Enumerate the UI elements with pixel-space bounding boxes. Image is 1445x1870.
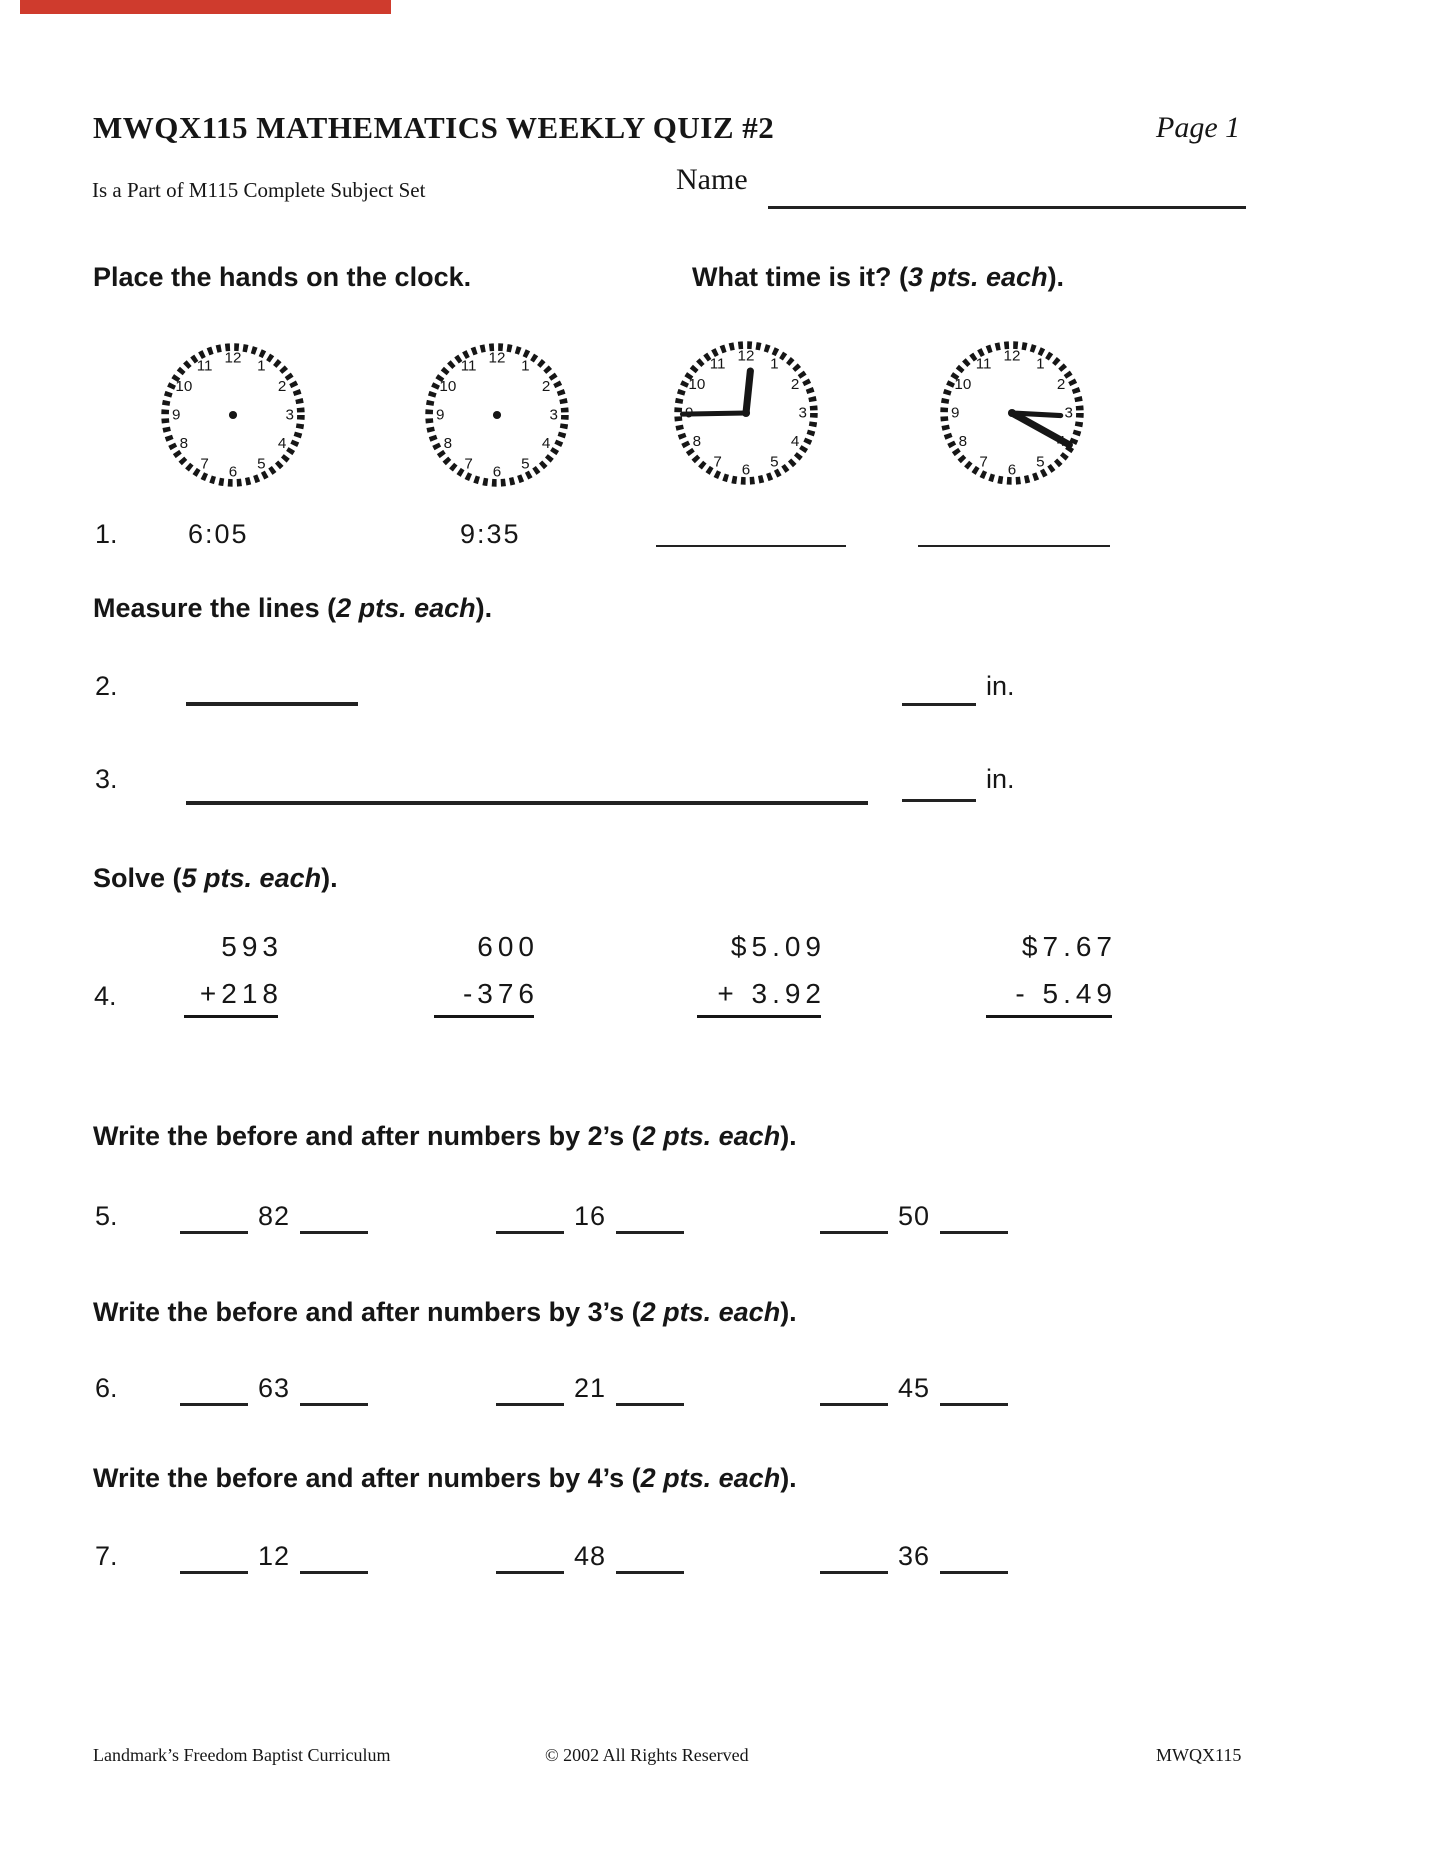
svg-text:4: 4: [277, 434, 287, 452]
math-problem-4: [986, 931, 1117, 1018]
section-text: Write the before and after numbers by 3’s (: [93, 1297, 641, 1327]
after-blank[interactable]: [616, 1369, 684, 1406]
given-number: 63: [258, 1373, 291, 1403]
svg-text:5: 5: [1036, 453, 1045, 471]
footer-copyright: © 2002 All Rights Reserved: [545, 1745, 749, 1765]
item-2-number: 2.: [95, 671, 118, 701]
item-2-answer-blank[interactable]: [902, 703, 976, 706]
section-text: Write the before and after numbers by 2’s (: [93, 1121, 641, 1151]
given-number: 50: [898, 1201, 931, 1231]
svg-text:2: 2: [790, 376, 800, 394]
before-after-group: [496, 1372, 684, 1406]
before-after-group: [820, 1540, 1008, 1574]
given-number: 45: [898, 1373, 931, 1403]
svg-text:3: 3: [798, 404, 807, 422]
item-2-unit: in.: [986, 671, 1015, 701]
svg-text:6: 6: [492, 463, 502, 481]
item-1-time-1: 6:05: [188, 519, 249, 549]
svg-text:9: 9: [436, 406, 445, 424]
svg-text:7: 7: [979, 453, 988, 471]
svg-text:4: 4: [541, 434, 551, 452]
given-number: 82: [258, 1201, 291, 1231]
svg-text:7: 7: [464, 455, 473, 473]
svg-text:1: 1: [257, 357, 266, 375]
before-blank[interactable]: [180, 1537, 248, 1574]
item-6-number: 6.: [95, 1373, 118, 1403]
answer-rule: [697, 1015, 821, 1018]
after-blank[interactable]: [300, 1537, 368, 1574]
svg-text:1: 1: [521, 357, 530, 375]
svg-text:3: 3: [549, 406, 558, 424]
scan-artifact-red-bar: [20, 0, 391, 14]
svg-text:3: 3: [285, 406, 294, 424]
before-blank[interactable]: [820, 1537, 888, 1574]
svg-text:10: 10: [688, 376, 706, 394]
subtrahend: - 5.49: [1015, 978, 1117, 1009]
line-to-measure-2: [186, 801, 868, 805]
before-blank[interactable]: [496, 1369, 564, 1406]
svg-text:11: 11: [460, 357, 477, 375]
svg-text:1: 1: [770, 355, 779, 373]
svg-text:12: 12: [224, 349, 242, 367]
before-after-group: [820, 1372, 1008, 1406]
svg-text:9: 9: [172, 406, 181, 424]
before-after-group: [180, 1540, 368, 1574]
given-number: 36: [898, 1541, 931, 1571]
name-input-line[interactable]: [768, 206, 1246, 209]
section-text: Solve (: [93, 863, 182, 893]
svg-text:2: 2: [1056, 376, 1066, 394]
given-number: 21: [574, 1373, 607, 1403]
section-text: Measure the lines (: [93, 593, 337, 623]
svg-text:8: 8: [958, 432, 968, 450]
answer-rule: [184, 1015, 278, 1018]
item-1-answer-line-2[interactable]: [918, 545, 1110, 547]
section-measure: [93, 594, 492, 622]
svg-text:4: 4: [790, 432, 800, 450]
section-text-after: ).: [780, 1463, 797, 1493]
footer-code: MWQX115: [1156, 1745, 1242, 1765]
svg-text:8: 8: [443, 434, 453, 452]
after-blank[interactable]: [940, 1197, 1008, 1234]
item-7-number: 7.: [95, 1541, 118, 1571]
section-place-hands: [93, 263, 471, 291]
item-1-time-2: 9:35: [460, 519, 521, 549]
after-blank[interactable]: [616, 1197, 684, 1234]
svg-text:2: 2: [277, 378, 287, 396]
svg-text:11: 11: [709, 355, 726, 373]
before-blank[interactable]: [180, 1369, 248, 1406]
before-after-group: [496, 1540, 684, 1574]
section-points: 2 pts. each: [336, 593, 476, 623]
section-text-after: ).: [475, 593, 493, 623]
svg-text:3: 3: [1064, 404, 1073, 422]
svg-text:11: 11: [975, 355, 992, 373]
section-points: 2 pts. each: [640, 1297, 781, 1327]
before-after-group: [496, 1200, 684, 1234]
given-number: 16: [574, 1201, 607, 1231]
quiz-subtitle: Is a Part of M115 Complete Subject Set: [92, 178, 426, 202]
item-3-answer-blank[interactable]: [902, 799, 976, 802]
section-solve: [93, 864, 338, 892]
before-blank[interactable]: [496, 1197, 564, 1234]
section-what-time: [692, 263, 1064, 291]
footer-publisher: Landmark’s Freedom Baptist Curriculum: [93, 1745, 391, 1765]
after-blank[interactable]: [300, 1369, 368, 1406]
svg-text:9: 9: [951, 404, 960, 422]
svg-text:5: 5: [257, 455, 266, 473]
svg-text:12: 12: [488, 349, 506, 367]
minuend: 600: [477, 931, 539, 962]
svg-text:1: 1: [1036, 355, 1045, 373]
item-1-number: 1.: [95, 519, 118, 549]
answer-rule: [434, 1015, 534, 1018]
section-text: Place the hands on the clock.: [93, 262, 472, 292]
item-3-unit: in.: [986, 764, 1015, 794]
minuend: $7.67: [1021, 931, 1117, 962]
section-points: 2 pts. each: [640, 1121, 781, 1151]
svg-text:12: 12: [1003, 347, 1021, 365]
item-3-number: 3.: [95, 764, 118, 794]
addend-bottom: + 3.92: [717, 978, 826, 1009]
before-after-group: [180, 1200, 368, 1234]
addend-top: $5.09: [730, 931, 826, 962]
clock-face-time-1: [671, 338, 821, 488]
before-blank[interactable]: [820, 1197, 888, 1234]
svg-text:6: 6: [228, 463, 238, 481]
name-label: Name: [676, 163, 748, 196]
section-text-after: ).: [1047, 262, 1065, 292]
after-blank[interactable]: [300, 1197, 368, 1234]
item-4-number: 4.: [94, 981, 117, 1011]
svg-text:8: 8: [179, 434, 189, 452]
svg-text:6: 6: [741, 461, 751, 479]
after-blank[interactable]: [940, 1369, 1008, 1406]
svg-text:8: 8: [692, 432, 702, 450]
item-1-answer-line-1[interactable]: [656, 545, 846, 547]
clock-face-blank-1[interactable]: [158, 340, 308, 490]
addend-bottom: +218: [199, 978, 283, 1009]
given-number: 12: [258, 1541, 291, 1571]
quiz-title: MWQX115 MATHEMATICS WEEKLY QUIZ #2: [93, 110, 775, 145]
section-text-after: ).: [780, 1297, 797, 1327]
section-text-after: ).: [780, 1121, 797, 1151]
given-number: 48: [574, 1541, 607, 1571]
section-text: What time is it? (: [692, 262, 908, 292]
line-to-measure-1: [186, 702, 358, 706]
svg-text:5: 5: [770, 453, 779, 471]
subtrahend: -376: [462, 978, 539, 1009]
svg-text:6: 6: [1007, 461, 1017, 479]
section-points: 2 pts. each: [640, 1463, 781, 1493]
after-blank[interactable]: [616, 1537, 684, 1574]
section-points: 5 pts. each: [181, 863, 322, 893]
before-after-group: [820, 1200, 1008, 1234]
section-text: Write the before and after numbers by 4’s (: [93, 1463, 641, 1493]
math-problem-2: [434, 931, 539, 1018]
section-text-after: ).: [321, 863, 338, 893]
svg-text:7: 7: [200, 455, 209, 473]
svg-text:2: 2: [541, 378, 551, 396]
clock-face-time-2: [937, 338, 1087, 488]
svg-text:11: 11: [196, 357, 213, 375]
addend-top: 593: [221, 931, 283, 962]
section-by-2s: [93, 1122, 797, 1150]
section-by-3s: [93, 1298, 797, 1326]
answer-rule: [986, 1015, 1112, 1018]
svg-text:7: 7: [713, 453, 722, 471]
svg-text:10: 10: [954, 376, 972, 394]
svg-text:10: 10: [175, 378, 193, 396]
before-blank[interactable]: [820, 1369, 888, 1406]
clock-face-blank-2[interactable]: [422, 340, 572, 490]
before-blank[interactable]: [180, 1197, 248, 1234]
svg-text:10: 10: [439, 378, 457, 396]
before-after-group: [180, 1372, 368, 1406]
math-problem-1: [184, 931, 283, 1018]
svg-text:5: 5: [521, 455, 530, 473]
section-by-4s: [93, 1464, 797, 1492]
after-blank[interactable]: [940, 1537, 1008, 1574]
item-5-number: 5.: [95, 1201, 118, 1231]
page-number: Page 1: [1156, 111, 1241, 144]
math-problem-3: [697, 931, 826, 1018]
svg-text:12: 12: [737, 347, 755, 365]
before-blank[interactable]: [496, 1537, 564, 1574]
section-points: 3 pts. each: [908, 262, 1048, 292]
